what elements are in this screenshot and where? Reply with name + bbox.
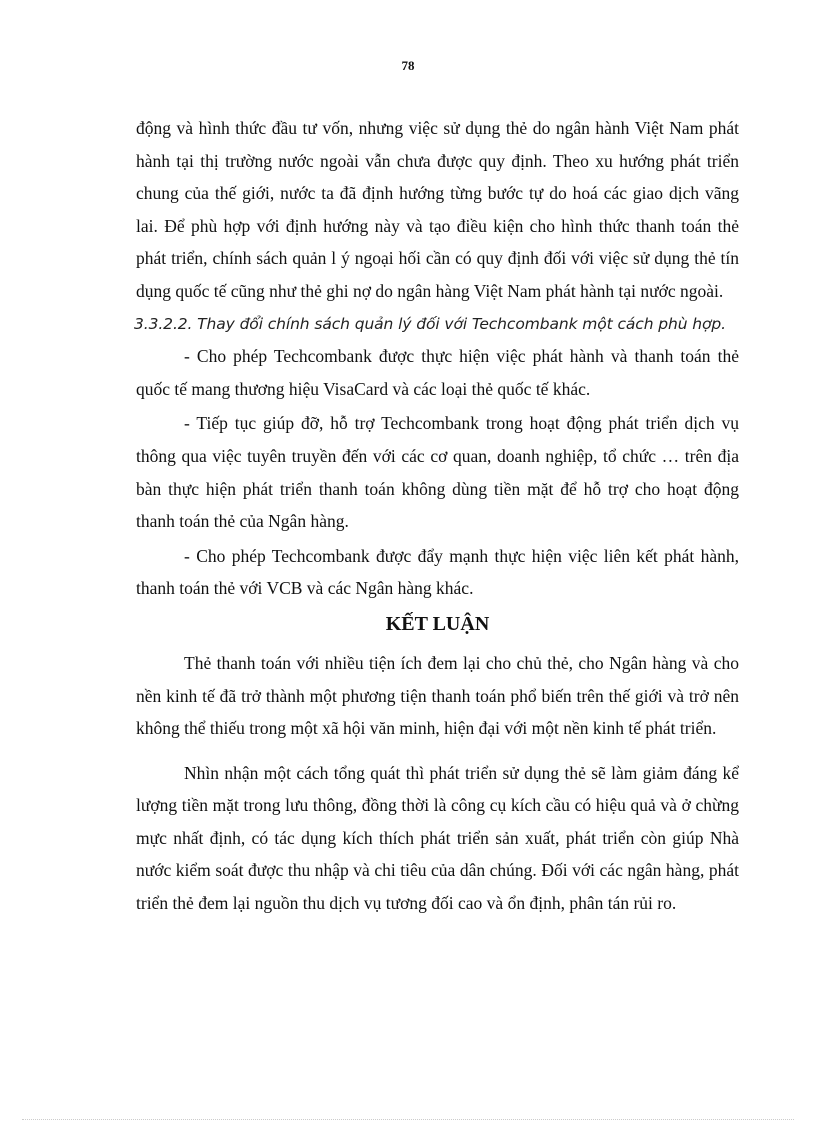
page-number: 78 [401,58,415,73]
section-title-conclusion: KẾT LUẬN [385,612,490,635]
bullet-item-3: - Cho phép Techcombank được đẩy mạnh thực hiện việc liên kết phát hành, thanh toán thẻ với VCB và các Ngân hàng khác. [136,545,739,599]
footer-divider [22,1119,794,1120]
bullet-item-1: - Cho phép Techcombank được thực hiện việc phát hành và thanh toán thẻ quốc tế mang thương hiệu VisaCard và các loại thẻ quốc tế khác. [136,346,739,399]
conclusion-paragraph-2: Nhìn nhận một cách tổng quát thì phát triển sử dụng thẻ sẽ làm giảm đáng kể lượng tiền mặt trong lưu thông, đồng thời là công cụ kích cầu có hiệu quả và ở chừng mực nhất định, có tác dụng kích thích phát triển sản xuất, phát triển còn giúp Nhà nước kiểm soát được thu nhập và chi tiêu của dân chúng. Đối với các ngân hàng, phát triển thẻ đem lại nguồn thu dịch vụ tương đối cao và ổn định, phân tán rủi ro. [136,762,739,914]
paragraph-continuation: động và hình thức đầu tư vốn, nhưng việc sử dụng thẻ do ngân hành Việt Nam phát hành tại thị trường nước ngoài vẫn chưa được quy định. Theo xu hướng phát triển chung của thế giới, nước ta đã định hướng từng bước tự do hoá các giao dịch vãng lai. Để phù hợp với định hướng này và tạo điều kiện cho hình thức thanh toán thẻ phát triển, chính sách quản l ý ngoại hối cần có quy định đối với việc sử dụng thẻ tín dụng quốc tế cũng như thẻ ghi nợ do ngân hàng Việt Nam phát hành tại nước ngoài. [136,118,739,301]
subsection-heading: 3.3.2.2. Thay đổi chính sách quản lý đối với Techcombank một cách phù hợp. [134,314,726,333]
conclusion-paragraph-1: Thẻ thanh toán với nhiều tiện ích đem lại cho chủ thẻ, cho Ngân hàng và cho nền kinh tế đã trở thành một phương tiện thanh toán phổ biến trên thế giới và trở nên không thể thiếu trong một xã hội văn minh, hiện đại với một nền kinh tế phát triển. [136,652,739,739]
bullet-item-2: - Tiếp tục giúp đỡ, hỗ trợ Techcombank trong hoạt động phát triển dịch vụ thông qua việc tuyên truyền đến với các cơ quan, doanh nghiệp, tổ chức … trên địa bàn thực hiện phát triển thanh toán không dùng tiền mặt để hỗ trợ cho hoạt động thanh toán thẻ của Ngân hàng. [136,413,739,532]
document-body [136,112,739,920]
